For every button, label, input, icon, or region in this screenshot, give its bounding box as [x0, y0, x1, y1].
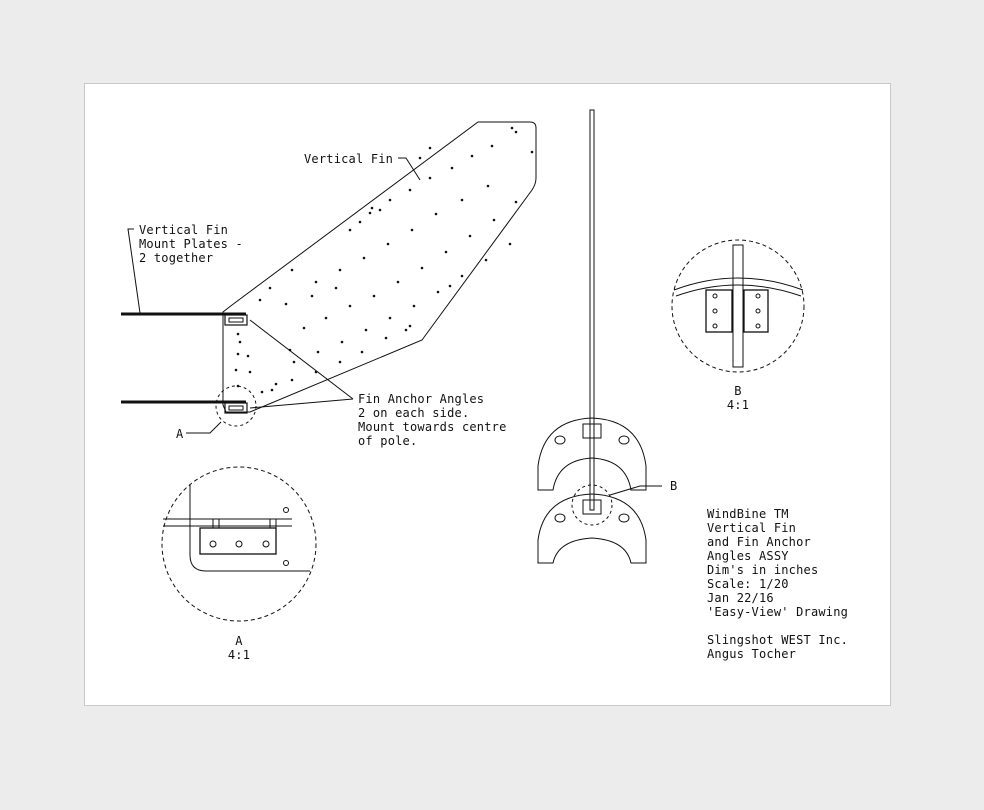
rivet-hole	[247, 355, 250, 358]
rivet-hole	[275, 383, 278, 386]
leader-anchor-upper	[250, 320, 353, 399]
rivet-hole	[389, 317, 392, 320]
rivet-hole	[419, 157, 422, 160]
rivet-hole	[409, 189, 412, 192]
rivet-hole	[509, 243, 512, 246]
rivet-hole	[363, 257, 366, 260]
rivet-hole	[239, 341, 242, 344]
rivet-hole	[339, 361, 342, 364]
detail-b-marker	[572, 485, 612, 525]
rivet-hole	[261, 391, 264, 394]
rivet-hole	[429, 177, 432, 180]
rivet-hole	[445, 251, 448, 254]
fin-rivet-holes	[235, 127, 534, 394]
rivet-hole	[411, 229, 414, 232]
rivet-hole	[291, 269, 294, 272]
rivet-hole	[359, 221, 362, 224]
rivet-hole	[429, 147, 432, 150]
rivet-hole	[421, 267, 424, 270]
rivet-hole	[493, 219, 496, 222]
rivet-hole	[469, 235, 472, 238]
callout-a-label: A	[176, 427, 184, 441]
rivet-hole	[405, 329, 408, 332]
rivet-hole	[373, 295, 376, 298]
callout-b-label: B	[670, 479, 678, 493]
rivet-hole	[237, 333, 240, 336]
rivet-hole	[379, 209, 382, 212]
rivet-hole	[369, 212, 372, 215]
rivet-hole	[449, 285, 452, 288]
rivet-hole	[397, 281, 400, 284]
rivet-hole	[349, 305, 352, 308]
rivet-hole	[315, 281, 318, 284]
rivet-hole	[339, 269, 342, 272]
rivet-hole	[451, 167, 454, 170]
rivet-hole	[491, 145, 494, 148]
rivet-hole	[389, 199, 392, 202]
rivet-hole	[259, 299, 262, 302]
rivet-hole	[341, 341, 344, 344]
rivet-hole	[471, 155, 474, 158]
rivet-hole	[409, 325, 412, 328]
leader-a	[186, 422, 221, 433]
pole-segment-upper	[538, 418, 646, 490]
rivet-hole	[237, 385, 240, 388]
rivet-hole	[371, 207, 374, 210]
rivet-hole	[291, 379, 294, 382]
rivet-hole	[237, 353, 240, 356]
rivet-hole	[317, 351, 320, 354]
rivet-hole	[531, 151, 534, 154]
rivet-hole	[303, 327, 306, 330]
rivet-hole	[325, 317, 328, 320]
rivet-hole	[511, 127, 514, 130]
rivet-hole	[289, 349, 292, 352]
rivet-hole	[235, 369, 238, 372]
rivet-hole	[413, 305, 416, 308]
detail-a-circle	[162, 467, 316, 621]
anchor-angle-upper	[225, 315, 247, 325]
rivet-hole	[285, 303, 288, 306]
rivet-hole	[335, 287, 338, 290]
rivet-hole	[435, 213, 438, 216]
pole-segment-lower	[538, 494, 646, 563]
rivet-hole	[515, 201, 518, 204]
rivet-hole	[293, 361, 296, 364]
vertical-fin-label: Vertical Fin	[304, 152, 394, 166]
rivet-hole	[461, 199, 464, 202]
rivet-hole	[269, 287, 272, 290]
detail-b-blade	[733, 245, 743, 367]
detail-b-circle	[672, 240, 804, 372]
rivet-hole	[487, 185, 490, 188]
detail-b-angle-left	[706, 290, 732, 332]
rivet-hole	[249, 371, 252, 374]
leader-anchor-lower	[250, 399, 353, 408]
rivet-hole	[349, 229, 352, 232]
rivet-hole	[437, 291, 440, 294]
fin-blade-front	[590, 110, 594, 510]
rivet-hole	[315, 371, 318, 374]
leader-vertical-fin	[398, 158, 420, 180]
rivet-hole	[385, 337, 388, 340]
rivet-hole	[271, 389, 274, 392]
rivet-hole	[387, 243, 390, 246]
rivet-hole	[461, 275, 464, 278]
rivet-hole	[311, 295, 314, 298]
rivet-hole	[365, 329, 368, 332]
rivet-hole	[485, 259, 488, 262]
rivet-hole	[515, 131, 518, 134]
rivet-hole	[361, 351, 364, 354]
